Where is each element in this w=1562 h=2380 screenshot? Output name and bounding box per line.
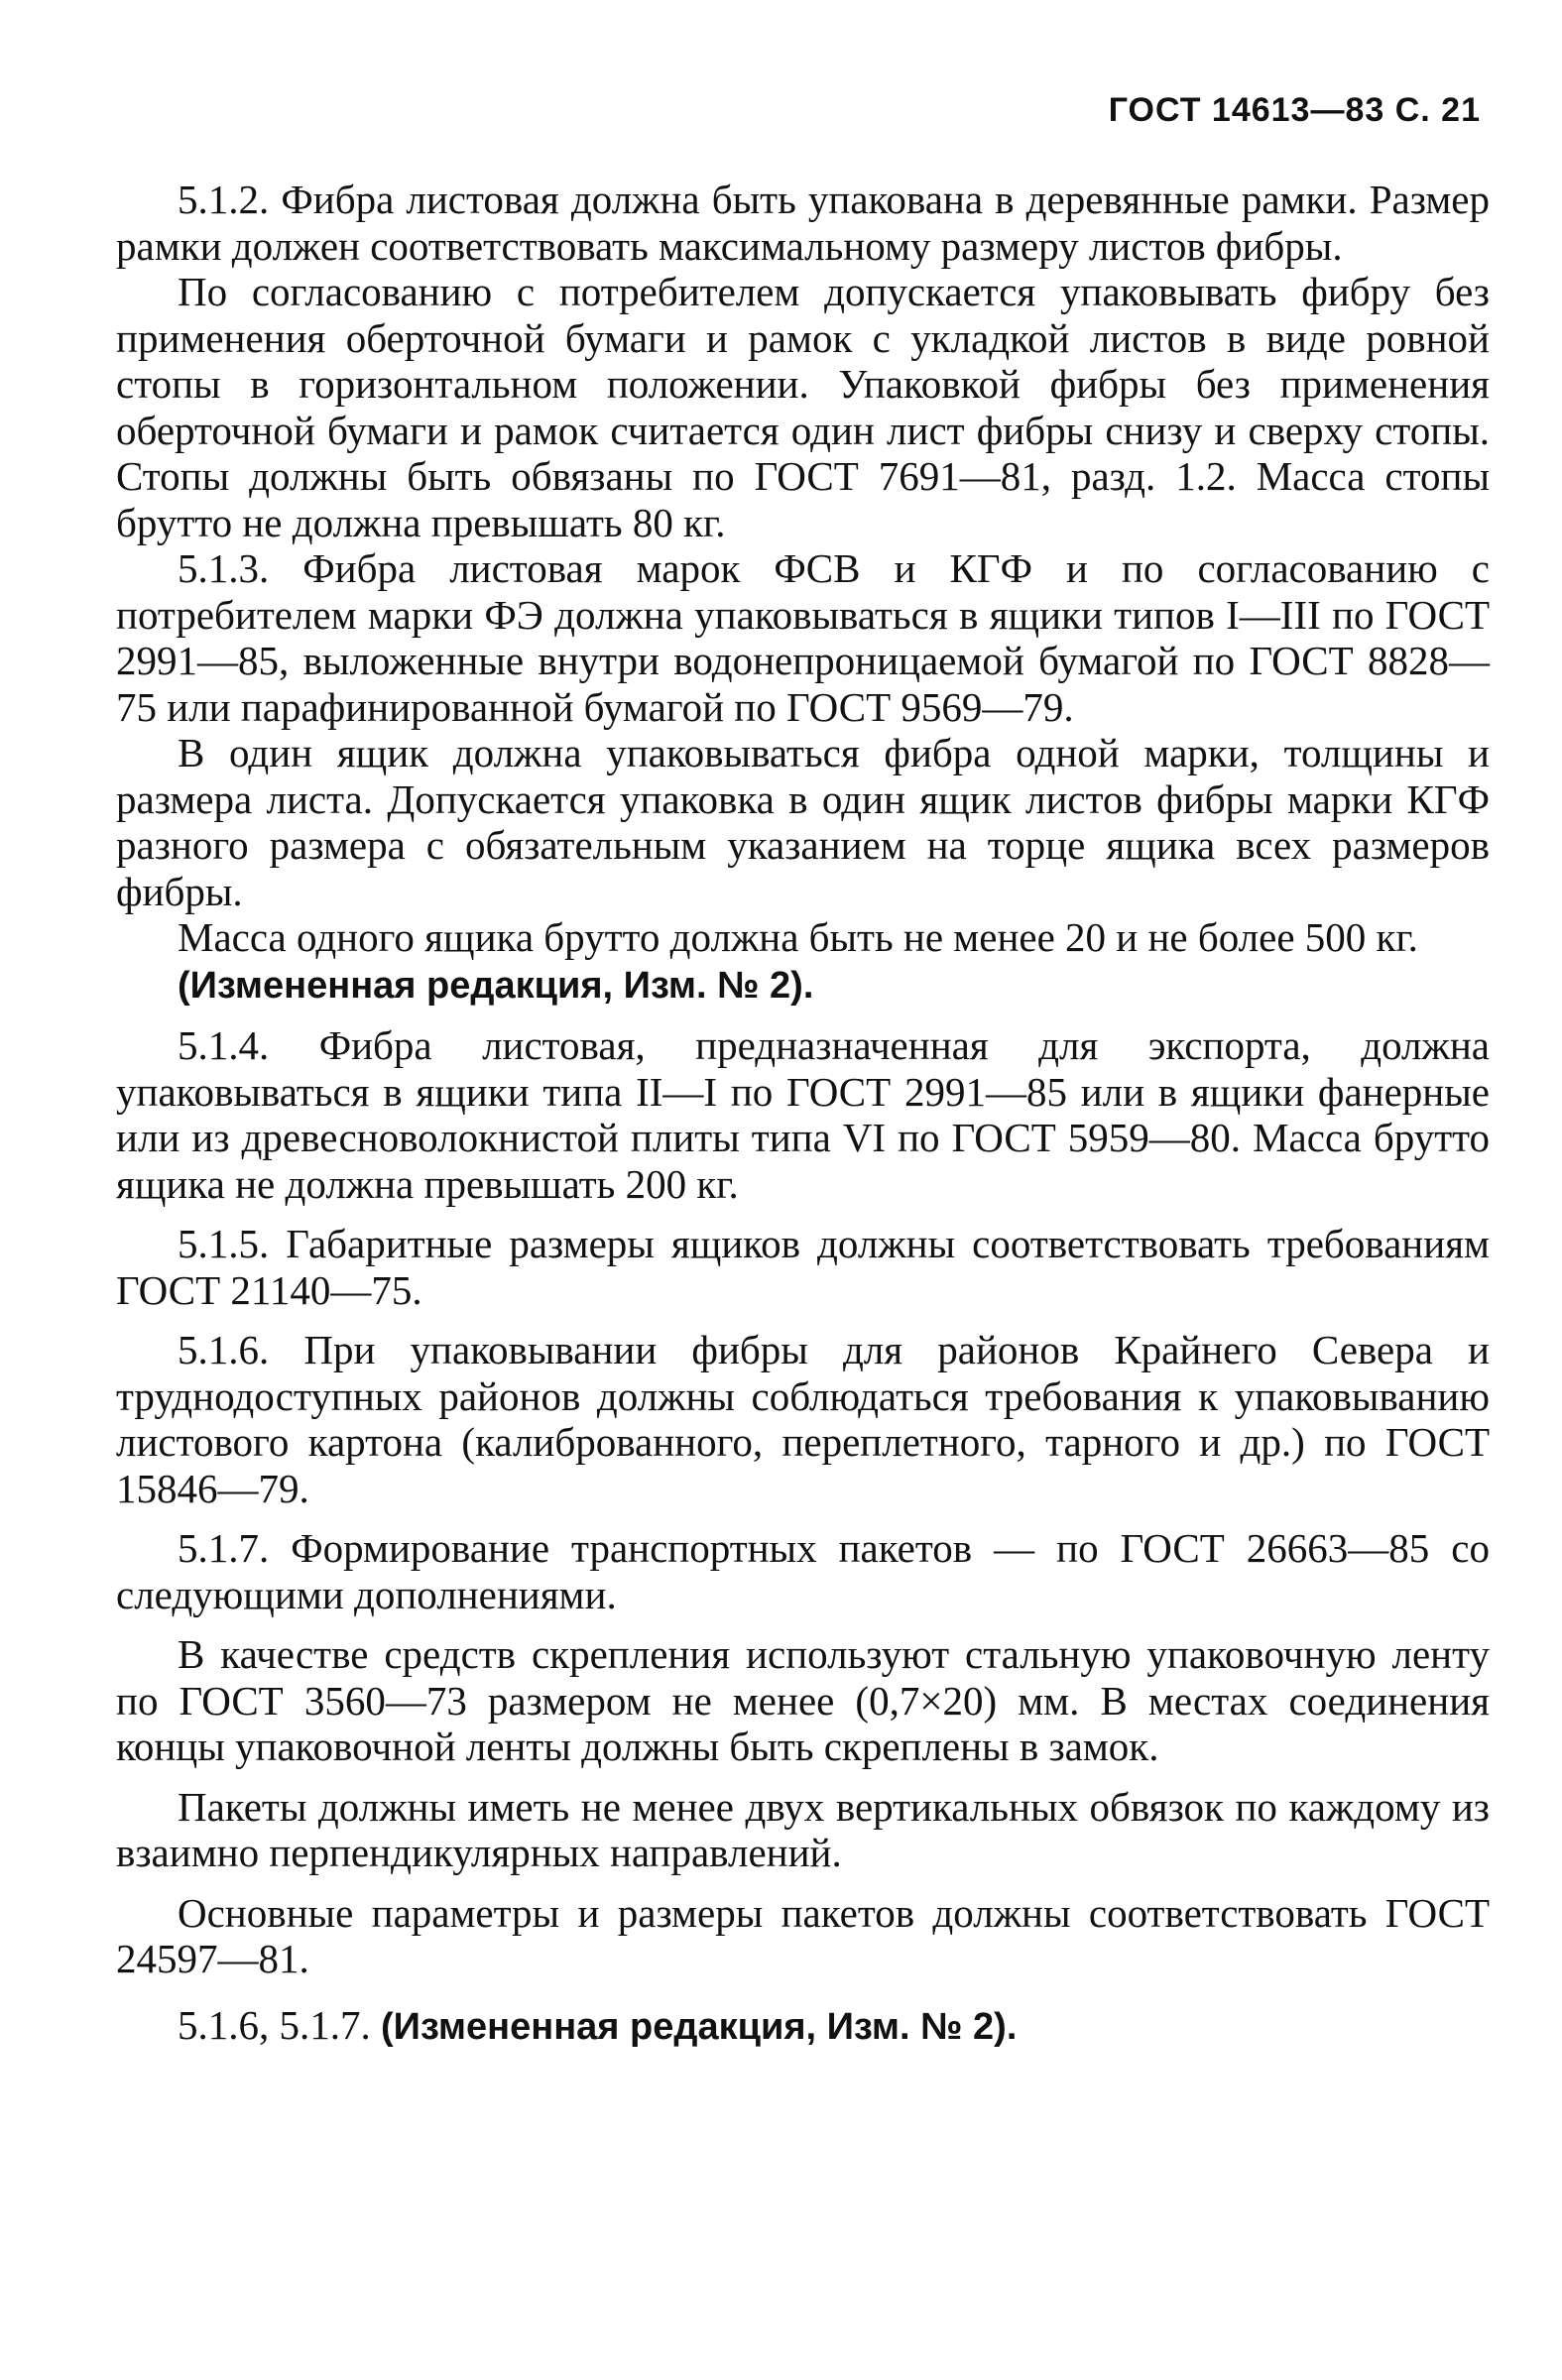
paragraph [116,1784,1490,1876]
page-header: ГОСТ 14613—83 С. 21 [1108,91,1481,129]
paragraph-text: 5.1.6, 5.1.7. [178,2001,381,2048]
amendment-note [116,961,1490,1010]
amendment-note [116,2002,1490,2051]
document-body [116,177,1490,2050]
paragraph [116,730,1490,914]
paragraph-text: 5.1.2. Фибра листовая должна быть упакована в деревянные рамки. Размер рамки должен соответствовать максимальному размеру листов фибры. [116,177,1490,269]
paragraph-5-1-4 [116,1022,1490,1207]
paragraph-text: 5.1.7. Формирование транспортных пакетов — по ГОСТ 26663—85 со следующими дополнениями. [116,1525,1490,1617]
paragraph-text: 5.1.4. Фибра листовая, предназначенная для экспорта, должна упаковываться в ящики типа II—I по ГОСТ 2991—85 или в ящики фанерные или из древесноволокнистой плиты типа VI по ГОСТ 5959—80. Масса брутто ящика не должна превышать 200 кг. [116,1022,1490,1207]
paragraph-5-1-6 [116,1327,1490,1511]
paragraph [116,1631,1490,1770]
paragraph [116,269,1490,545]
amendment-text: (Измененная редакция, Изм. № 2). [381,2005,1018,2048]
paragraph [116,1890,1490,1982]
paragraph [116,914,1490,961]
paragraph-text: В один ящик должна упаковываться фибра одной марки, толщины и размера листа. Допускается упаковка в один ящик листов фибры марки КГФ разного размера с обязательным указанием на торце ящика всех размеров фибры. [116,730,1490,914]
paragraph-5-1-7 [116,1525,1490,1617]
paragraph-text: Основные параметры и размеры пакетов должны соответствовать ГОСТ 24597—81. [116,1889,1490,1981]
paragraph-text: Масса одного ящика брутто должна быть не менее 20 и не более 500 кг. [178,914,1418,960]
paragraph-5-1-2 [116,177,1490,269]
paragraph-text: 5.1.6. При упаковывании фибры для районов Крайнего Севера и труднодоступных районов должны соблюдаться требования к упаковыванию листового картона (калиброванного, переплетного, тарного и др.) по ГОСТ 15846—79. [116,1327,1490,1511]
amendment-text: (Измененная редакция, Изм. № 2). [178,964,814,1007]
paragraph-text: 5.1.3. Фибра листовая марок ФСВ и КГФ и по согласованию с потребителем марки ФЭ должна упаковываться в ящики типов I—III по ГОСТ 2991—85, выложенные внутри водонепроницаемой бумагой по ГОСТ 8828—75 или парафинированной бумагой по ГОСТ 9569—79. [116,545,1490,730]
paragraph-5-1-5 [116,1221,1490,1313]
paragraph-text: 5.1.5. Габаритные размеры ящиков должны соответствовать требованиям ГОСТ 21140—75. [116,1221,1490,1313]
paragraph-text: Пакеты должны иметь не менее двух вертикальных обвязок по каждому из взаимно перпендикулярных направлений. [116,1783,1490,1875]
paragraph-text: По согласованию с потребителем допускается упаковывать фибру без применения оберточной бумаги и рамок с укладкой листов в виде ровной стопы в горизонтальном положении. Упаковкой фибры без применения оберточной бумаги и рамок считается один лист фибры снизу и сверху стопы. Стопы должны быть обвязаны по ГОСТ 7691—81, разд. 1.2. Масса стопы брутто не должна превышать 80 кг. [116,269,1490,545]
paragraph-text: В качестве средств скрепления используют стальную упаковочную ленту по ГОСТ 3560—73 размером не менее (0,7×20) мм. В местах соединения концы упаковочной ленты должны быть скреплены в замок. [116,1631,1490,1769]
paragraph-5-1-3 [116,545,1490,730]
